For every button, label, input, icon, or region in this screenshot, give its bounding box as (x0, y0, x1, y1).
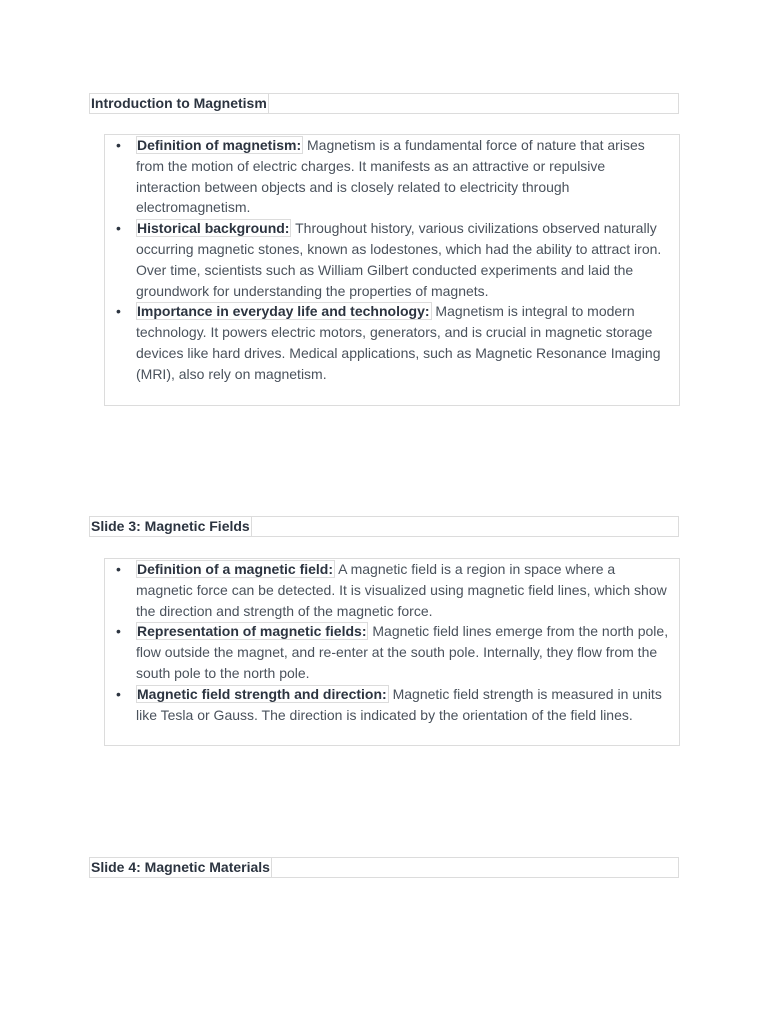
item-term: Representation of magnetic fields: (137, 623, 367, 640)
bullet-icon: • (116, 220, 121, 237)
section-title: Introduction to Magnetism (91, 95, 267, 111)
item-text: Magnetic field lines emerge from the north pole, flow outside the magnet, and re-enter at the south pole. Internally, they flow from the south pole to the north pole. (136, 623, 669, 681)
item-term: Magnetic field strength and direction: (137, 685, 387, 702)
section-heading (89, 93, 679, 114)
section-bullet-list (104, 134, 680, 406)
list-item (116, 684, 679, 726)
item-text: Magnetism is integral to modern technology. It powers electric motors, generators, and is crucial in magnetic storage devices like hard drives. Medical applications, such as Magnetic Resonance Imaging (MRI), also rely on magnetism. (136, 303, 661, 382)
bullet-icon: • (116, 623, 121, 640)
item-text: Magnetism is a fundamental force of nature that arises from the motion of electric charges. It manifests as an attractive or repulsive interaction between objects and is closely related to electricity through electromagnetism. (136, 137, 645, 216)
section-heading (89, 516, 679, 537)
list-item (116, 621, 679, 683)
bullet-icon: • (116, 137, 121, 153)
item-term: Definition of magnetism: (137, 137, 302, 153)
bullet-icon: • (116, 303, 121, 320)
item-term: Importance in everyday life and technology: (137, 303, 430, 320)
item-term: Definition of a magnetic field: (137, 561, 334, 577)
list-item (116, 559, 679, 621)
item-text: A magnetic field is a region in space where a magnetic force can be detected. It is visualized using magnetic field lines, which show the direction and strength of the magnetic force. (136, 561, 667, 619)
bullet-icon: • (116, 561, 121, 577)
section-heading (89, 857, 679, 878)
item-text: Magnetic field strength is measured in units like Tesla or Gauss. The direction is indicated by the orientation of the field lines. (136, 685, 662, 723)
section-title: Slide 3: Magnetic Fields (91, 518, 250, 534)
list-item (116, 135, 679, 218)
item-term: Historical background: (137, 220, 290, 237)
item-text: Throughout history, various civilizations observed naturally occurring magnetic stones, known as lodestones, which had the ability to attract iron. Over time, scientists such as William Gilbert conducted experiments and laid the groundwork for understanding the properties of magnets. (136, 220, 662, 299)
section-title: Slide 4: Magnetic Materials (91, 859, 270, 875)
list-item (116, 301, 679, 384)
section-bullet-list (104, 558, 680, 746)
bullet-icon: • (116, 685, 121, 702)
list-item (116, 218, 679, 301)
